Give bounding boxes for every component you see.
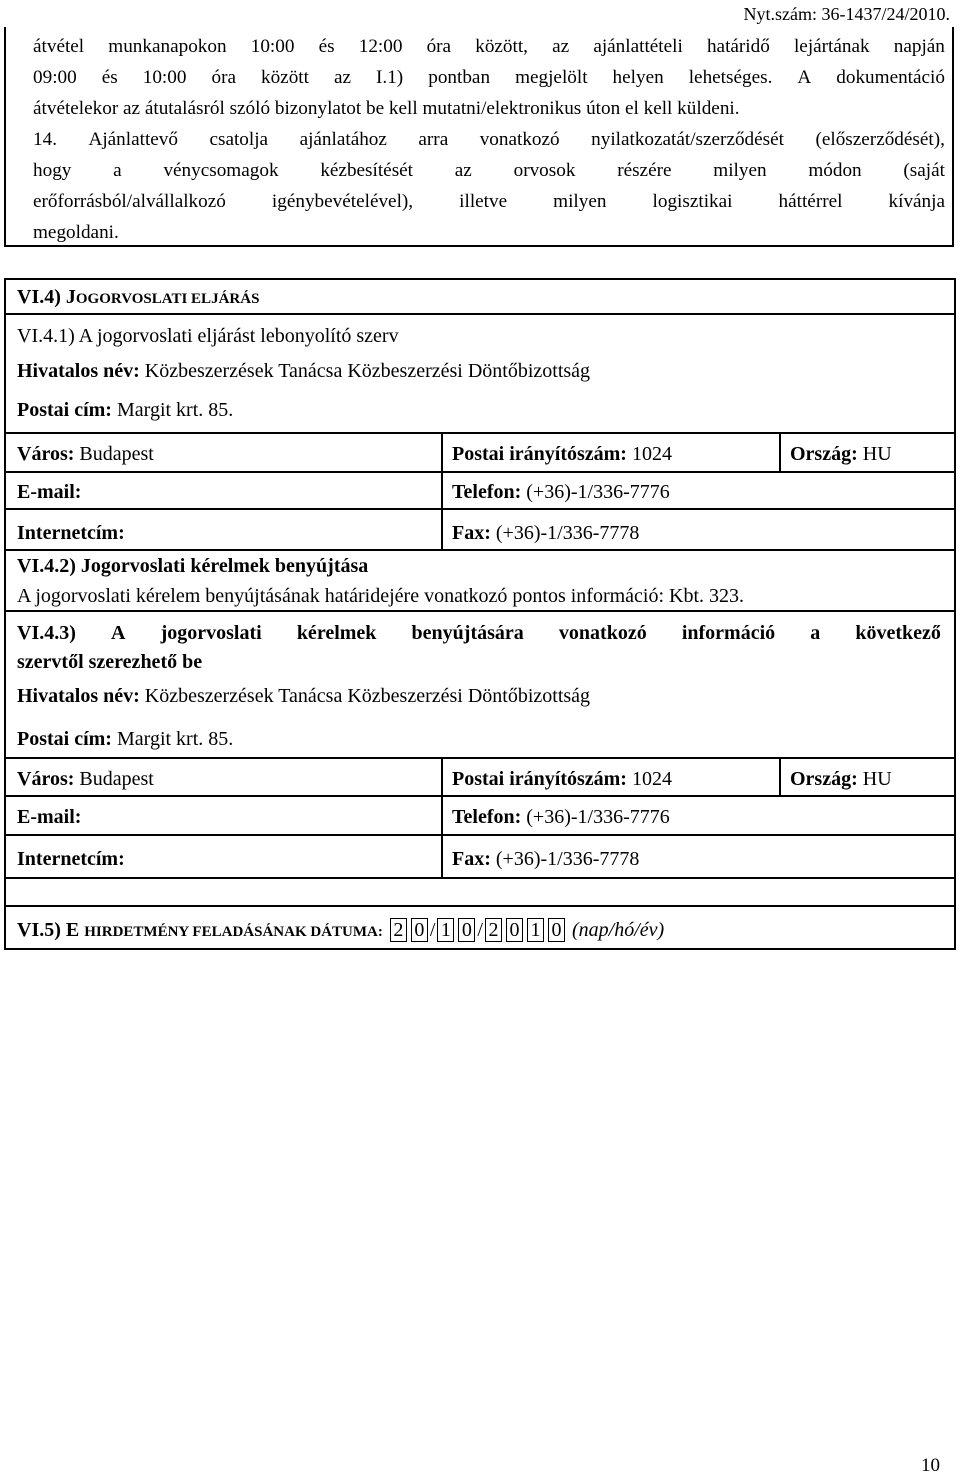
word: az [333, 67, 352, 88]
word: információ [681, 622, 776, 644]
word: dokumentáció [836, 67, 945, 88]
divider [4, 508, 956, 510]
word: orvosok [513, 160, 576, 181]
word: (saját [903, 160, 945, 181]
date-digit-day-1: 2 [390, 918, 407, 942]
word: vénycsomagok [163, 160, 279, 181]
word: illetve [459, 191, 508, 212]
word: munkanapokon [108, 36, 227, 57]
word: vonatkozó [558, 622, 647, 644]
city-field: Város: Budapest [17, 768, 154, 790]
word: részére [617, 160, 672, 181]
word: óra [211, 67, 236, 88]
divider [779, 432, 781, 471]
email-field: E-mail: [17, 481, 82, 503]
word: milyen [553, 191, 607, 212]
word: és [318, 36, 335, 57]
word: arra [418, 129, 449, 150]
word: I.1) [376, 67, 404, 88]
word: VI.4.3) [17, 622, 76, 644]
divider [4, 471, 956, 473]
word: kérelmek [296, 622, 377, 644]
section-vi4-heading: VI.4) JOGORVOSLATI ELJÁRÁS [17, 286, 260, 308]
word: között, [475, 36, 528, 57]
word: helyen [612, 67, 664, 88]
section-vi5-row: VI.5) E HIRDETMÉNY FELADÁSÁNAK DÁTUMA: 2 0 / 1 0 / 2 0 1 0 (nap/hó/év) [17, 919, 665, 941]
fax-field: Fax: (+36)-1/336-7778 [452, 848, 640, 870]
postal-address-row: Postai cím: Margit krt. 85. [17, 728, 234, 750]
fax-field: Fax: (+36)-1/336-7778 [452, 522, 640, 544]
postal-address-row: Postai cím: Margit krt. 85. [17, 399, 234, 421]
word: között [260, 67, 309, 88]
date-digit-year-2: 0 [506, 918, 523, 942]
word: benyújtására [411, 622, 524, 644]
word: az [552, 36, 570, 57]
divider [4, 313, 956, 315]
word: 09:00 [33, 67, 77, 88]
word: igénybevételével), [271, 191, 414, 212]
country-field: Ország: HU [790, 768, 892, 790]
word: 10:00 [142, 67, 187, 88]
sub-vi42-text: A jogorvoslati kérelem benyújtásának határidejére vonatkozó pontos információ: Kbt. 323. [17, 585, 745, 607]
word: ajánlatához [299, 129, 387, 150]
website-field: Internetcím: [17, 848, 125, 870]
divider [4, 877, 956, 879]
date-digit-year-4: 0 [548, 918, 565, 942]
document-reference-number: Nyt.szám: 36-1437/24/2010. [743, 4, 950, 24]
word: ajánlattételi [593, 36, 683, 57]
word: lehetséges. [688, 67, 773, 88]
date-digit-year-3: 1 [527, 918, 544, 942]
item-14-line-2 [33, 155, 945, 186]
word: határidő [706, 36, 770, 57]
text-line-3: átvételekor az átutalásról szóló bizonylatot be kell mutatni/elektronikus úton el kell küldeni. [33, 98, 740, 119]
page-number: 10 [921, 1455, 940, 1476]
word: logisztikai [652, 191, 733, 212]
word: erőforrásból/alvállalkozó [33, 191, 226, 212]
postal-code-field: Postai irányítószám: 1024 [452, 443, 672, 465]
divider [4, 549, 956, 551]
word: a [810, 622, 821, 644]
divider [4, 905, 956, 907]
date-digit-day-2: 0 [411, 918, 428, 942]
official-name-row: Hivatalos név: Közbeszerzések Tanácsa Közbeszerzési Döntőbizottság [17, 685, 591, 707]
word: a [113, 160, 122, 181]
country-field: Ország: HU [790, 443, 892, 465]
word: milyen [713, 160, 767, 181]
date-digit-month-1: 1 [437, 918, 454, 942]
item-14-line-1 [33, 124, 945, 155]
word: pontban [428, 67, 491, 88]
word: vonatkozó [479, 129, 560, 150]
word: hogy [33, 160, 72, 181]
text-line-1 [33, 31, 945, 62]
item-14-line-3 [33, 186, 945, 217]
date-format-hint: (nap/hó/év) [571, 919, 665, 941]
word: háttérrel [778, 191, 843, 212]
divider [4, 834, 956, 836]
divider [779, 757, 781, 795]
word: jogorvoslati [160, 622, 262, 644]
date-digit-year-1: 2 [485, 918, 502, 942]
sub-vi42-title: VI.4.2) Jogorvoslati kérelmek benyújtása [17, 555, 369, 577]
divider [441, 757, 443, 795]
phone-field: Telefon: (+36)-1/336-7776 [452, 481, 670, 503]
date-separator: / [477, 919, 483, 941]
word: 12:00 [358, 36, 403, 57]
website-field: Internetcím: [17, 522, 125, 544]
word: kívánja [888, 191, 945, 212]
word: csatolja [209, 129, 269, 150]
word: óra [426, 36, 452, 57]
sub-vi43-title-line2: szervtől szerezhető be [17, 651, 203, 673]
word: lejártának [793, 36, 870, 57]
word: napján [893, 36, 945, 57]
divider [4, 795, 956, 797]
date-separator: / [429, 919, 436, 941]
postal-code-field: Postai irányítószám: 1024 [452, 768, 672, 790]
sub-vi43-title-line1 [17, 621, 941, 645]
word: módon [808, 160, 862, 181]
date-digit-month-2: 0 [458, 918, 475, 942]
divider [4, 432, 956, 434]
text-line-2 [33, 62, 945, 93]
word: kézbesítését [320, 160, 414, 181]
divider [4, 757, 956, 759]
city-field: Város: Budapest [17, 443, 154, 465]
word: 14. [33, 129, 57, 150]
word: következő [855, 622, 941, 644]
divider [441, 432, 443, 471]
divider [441, 471, 443, 549]
word: megjelölt [515, 67, 588, 88]
word: A [111, 622, 126, 644]
divider [441, 795, 443, 877]
official-name-row: Hivatalos név: Közbeszerzések Tanácsa Közbeszerzési Döntőbizottság [17, 360, 591, 382]
word: A [797, 67, 812, 88]
phone-field: Telefon: (+36)-1/336-7776 [452, 806, 670, 828]
sub-vi41-title: VI.4.1) A jogorvoslati eljárást lebonyolító szerv [17, 325, 399, 347]
word: az [454, 160, 472, 181]
divider [4, 610, 956, 612]
word: átvétel [33, 36, 85, 57]
word: nyilatkozatát/szerződését [591, 129, 784, 150]
word: (előszerződését), [815, 129, 945, 150]
word: Ajánlattevő [88, 129, 178, 150]
word: és [101, 67, 118, 88]
word: 10:00 [250, 36, 295, 57]
email-field: E-mail: [17, 806, 82, 828]
item-14-line-4: megoldani. [33, 222, 119, 243]
